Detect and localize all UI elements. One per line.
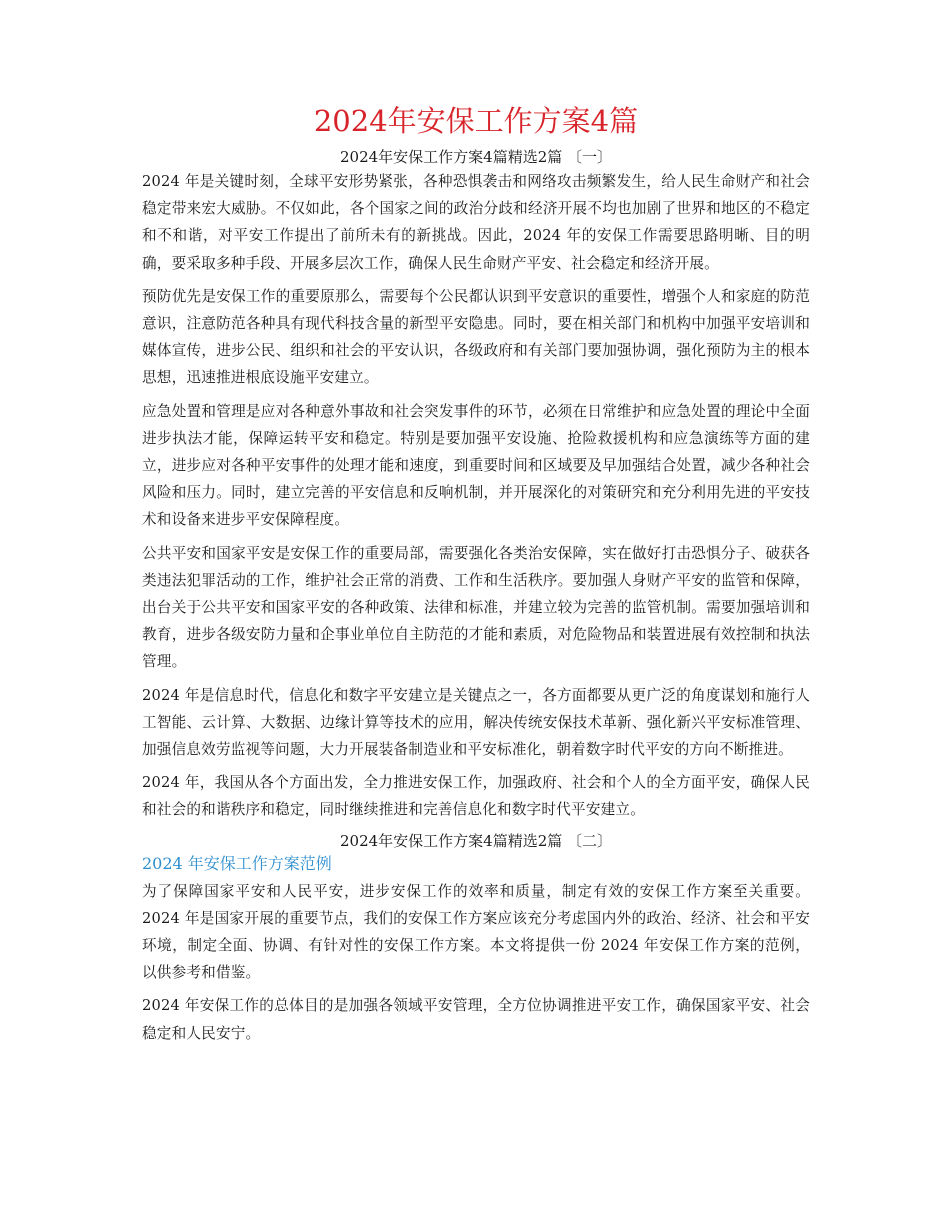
document-page — [142, 100, 810, 1053]
paragraph: 预防优先是安保工作的重要原那么，需要每个公民都认识到平安意识的重要性，增强个人和家庭的防范意识，注意防范各种具有现代科技含量的新型平安隐患。同时，要在相关部门和机构中加强平安培训和媒体宣传，进步公民、组织和社会的平安认识，各级政府和有关部门要加强协调，强化预防为主的根本思想，迅速推进根底设施平安建立。 — [142, 287, 810, 387]
paragraph: 2024 年是信息时代，信息化和数字平安建立是关键点之一，各方面都要从更广泛的角度谋划和施行人工智能、云计算、大数据、边缘计算等技术的应用，解决传统安保技术革新、强化新兴平安标准管理、加强信息效劳监视等问题，大力开展装备制造业和平安标准化，朝着数字时代平安的方向不断推进。 — [142, 686, 810, 759]
paragraph: 2024 年，我国从各个方面出发，全力推进安保工作，加强政府、社会和个人的全方面平安，确保人民和社会的和谐秩序和稳定，同时继续推进和完善信息化和数字时代平安建立。 — [142, 774, 810, 819]
paragraph: 为了保障国家平安和人民平安，进步安保工作的效率和质量，制定有效的安保工作方案至关重要。2024 年是国家开展的重要节点，我们的安保工作方案应该充分考虑国内外的政治、经济、社会和平安环境，制定全面、协调、有针对性的安保工作方案。本文将提供一份 2024 年安保工作方案的范例，以供参考和借鉴。 — [142, 882, 810, 982]
document-title: 2024年安保工作方案4篇 — [313, 104, 639, 138]
section-heading-2: 2024年安保工作方案4篇精选2篇 〔二〕 — [339, 831, 613, 850]
paragraph: 2024 年是关键时刻，全球平安形势紧张，各种恐惧袭击和网络攻击频繁发生，给人民生命财产和社会稳定带来宏大威胁。不仅如此，各个国家之间的政治分歧和经济开展不均也加剧了世界和地区的不稳定和不和谐，对平安工作提出了前所未有的新挑战。因此，2024 年的安保工作需要思路明晰、目的明确，要采取多种手段、开展多层次工作，确保人民生命财产平安、社会稳定和经济开展。 — [142, 173, 810, 272]
paragraph: 应急处置和管理是应对各种意外事故和社会突发事件的环节，必须在日常维护和应急处置的理论中全面进步执法才能，保障运转平安和稳定。特别是要加强平安设施、抢险救援机构和应急演练等方面的建立，进步应对各种平安事件的处理才能和速度，到重要时间和区域要及早加强结合处置，减少各种社会风险和压力。同时，建立完善的平安信息和反响机制，并开展深化的对策研究和充分利用先进的平安技术和设备来进步平安保障程度。 — [142, 402, 810, 529]
section-heading-1: 2024年安保工作方案4篇精选2篇 〔一〕 — [339, 148, 613, 166]
paragraph: 公共平安和国家平安是安保工作的重要局部，需要强化各类治安保障，实在做好打击恐惧分子、破获各类违法犯罪活动的工作，维护社会正常的消费、工作和生活秩序。要加强人身财产平安的监管和保障，出台关于公共平安和国家平安的各种政策、法律和标准，并建立较为完善的监管机制。需要加强培训和教育，进步各级安防力量和企事业单位自主防范的才能和素质，对危险物品和装置进展有效控制和执法管理。 — [142, 544, 810, 671]
paragraph: 2024 年安保工作的总体目的是加强各领域平安管理，全方位协调推进平安工作，确保国家平安、社会稳定和人民安宁。 — [142, 997, 810, 1042]
section-subheading: 2024 年安保工作方案范例 — [142, 853, 332, 873]
